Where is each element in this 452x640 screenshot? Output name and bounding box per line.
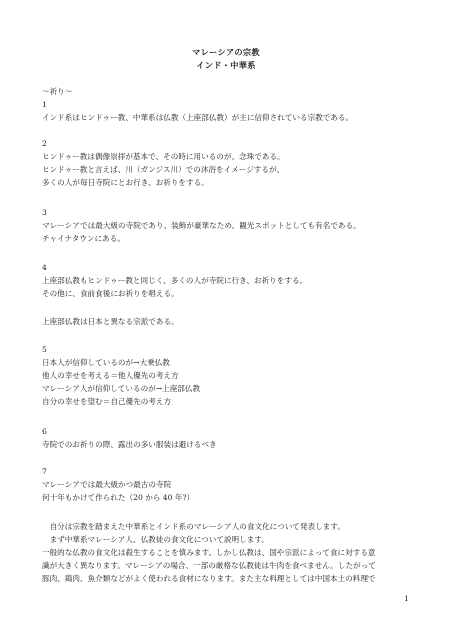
- paragraph-line: 自分は宗教を踏まえた中華系とインド系のマレーシア人の食文化について発表します。: [42, 522, 345, 531]
- text-line: チャイナタウンにある。: [42, 234, 125, 243]
- document-subtitle: インド・中華系: [196, 60, 256, 70]
- text-line: マレーシアでは最大級の寺院であり、装飾が豪華なため、観光スポットとしても有名である。: [42, 221, 361, 230]
- section-number: 5: [42, 345, 47, 354]
- text-line: 自分の幸せを望む＝自己優先の考え方: [42, 397, 172, 406]
- text-line: ヒンドゥー教と言えば、川（ガンジス川）での沐浴をイメージするが、: [42, 165, 285, 174]
- text-line: マレーシア人が信仰しているのが→上座部仏教: [42, 384, 201, 393]
- text-line: インド系はヒンドゥー教、中華系は仏教（上座部仏教）が主に信仰されている宗教である。: [42, 113, 354, 122]
- text-line: ヒンドゥー教は偶像崇拝が基本で、その時に用いるのが、念珠である。: [42, 152, 285, 161]
- section-number: 7: [42, 467, 47, 476]
- section-number: 1: [42, 100, 47, 109]
- text-line: ～祈り～: [42, 87, 73, 96]
- text-line: マレーシアでは最大級かつ最古の寺院: [42, 480, 172, 489]
- text-line: 何十年もかけて作られた（20 から 40 年?）: [42, 493, 195, 502]
- text-line: 寺院でのお祈りの際、露出の多い服装は避けるべき: [42, 440, 217, 449]
- paragraph-line: 一般的な仏教の食文化は殺生することを慎みます。しかし仏教は、国や宗派によって食に対する意: [42, 548, 376, 557]
- section-number: 2: [42, 139, 47, 148]
- paragraph-line: まず中華系マレーシア人、仏教徒の食文化について説明します。: [42, 535, 269, 544]
- text-line: 他人の幸せを考える＝他人優先の考え方: [42, 371, 179, 380]
- text-line: 日本人が信仰しているのが→大乗仏教: [42, 358, 170, 367]
- section-number: 4: [42, 263, 47, 272]
- text-line: 上座部仏教は日本と異なる宗派である。: [42, 317, 179, 326]
- text-line: その他に、食前食後にお祈りを唱える。: [42, 289, 179, 298]
- paragraph-line: 識が大きく異なります。マレーシアの場合、一部の厳格な仏教徒は牛肉を食べません。したがって: [42, 561, 376, 570]
- text-line: 上座部仏教もヒンドゥー教と同じく、多くの人が寺院に行き、お祈りをする。: [42, 276, 308, 285]
- text-line: 多くの人が毎日寺院にとお行き、お祈りをする。: [42, 178, 209, 187]
- page-number: 1: [404, 594, 409, 603]
- section-number: 6: [42, 427, 47, 436]
- section-number: 3: [42, 208, 47, 217]
- paragraph-line: 豚肉、鶏肉、魚介類などがよく使われる食材になります。また主な料理としては中国本土の料理で: [42, 574, 376, 583]
- document-title: マレーシアの宗教: [192, 47, 260, 57]
